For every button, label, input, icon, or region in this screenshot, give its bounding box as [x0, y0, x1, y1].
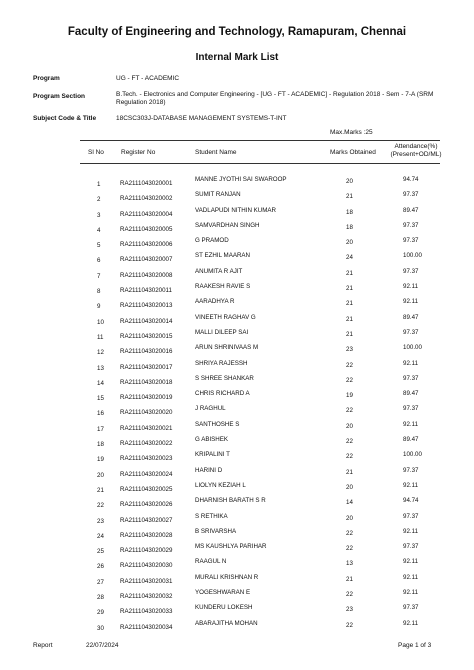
cell-student-name: DHARNISH BARATH S R: [195, 497, 266, 505]
cell-attendance: 94.74: [403, 176, 419, 183]
cell-attendance: 92.11: [403, 481, 419, 489]
program-value: UG - FT - ACADEMIC: [116, 75, 180, 82]
cell-student-name: YOGESHWARAN E: [195, 589, 251, 597]
table-row: [0, 176, 474, 191]
cell-register-no: RA2111043020030: [120, 562, 173, 570]
cell-register-no: RA2111043020029: [120, 547, 173, 555]
table-row: [0, 604, 474, 619]
cell-attendance: 92.11: [403, 359, 419, 367]
table-row: [0, 329, 474, 344]
cell-attendance: 97.37: [403, 191, 419, 199]
cell-register-no: RA2111043020033: [120, 608, 173, 616]
cell-sl-no: 14: [97, 379, 104, 387]
cell-attendance: 97.37: [403, 466, 419, 474]
table-row: [0, 314, 474, 329]
cell-marks: 21: [346, 315, 353, 323]
header-sl-no: Sl No: [88, 149, 104, 156]
header-bottom-rule: [80, 163, 440, 164]
cell-attendance: 92.11: [403, 420, 419, 428]
cell-register-no: RA2111043020014: [120, 317, 173, 325]
table-row: [0, 451, 474, 466]
cell-student-name: VADLAPUDI NITHIN KUMAR: [195, 206, 277, 214]
cell-sl-no: 26: [97, 563, 104, 571]
cell-sl-no: 11: [97, 333, 104, 341]
cell-attendance: 100.00: [403, 451, 422, 459]
header-top-rule: [80, 140, 440, 141]
cell-sl-no: 20: [97, 471, 104, 479]
cell-sl-no: 5: [97, 242, 101, 250]
cell-sl-no: 10: [97, 318, 104, 326]
cell-marks: 21: [346, 575, 353, 583]
table-row: [0, 558, 474, 573]
report-date: 22/07/2024: [86, 642, 119, 649]
header-attendance-line1: Attendance(%): [394, 143, 438, 150]
cell-register-no: RA2111043020021: [120, 424, 173, 432]
cell-marks: 20: [346, 483, 353, 491]
cell-attendance: 97.37: [403, 267, 419, 275]
cell-student-name: HARINI D: [195, 466, 223, 474]
cell-register-no: RA2111043020011: [120, 287, 172, 295]
program-section-label: Program Section: [33, 93, 86, 100]
table-row: [0, 497, 474, 512]
cell-marks: 20: [346, 239, 353, 247]
cell-sl-no: 27: [97, 578, 104, 586]
cell-sl-no: 28: [97, 594, 104, 602]
cell-marks: 22: [346, 545, 353, 553]
table-row: [0, 375, 474, 390]
cell-marks: 14: [346, 499, 353, 507]
table-row: [0, 436, 474, 451]
cell-register-no: RA2111043020024: [120, 470, 173, 478]
cell-marks: 21: [346, 300, 353, 308]
cell-sl-no: 1: [97, 181, 101, 188]
document-subtitle: Internal Mark List: [195, 52, 279, 63]
table-row: [0, 467, 474, 482]
cell-attendance: 89.47: [403, 206, 419, 214]
cell-attendance: 89.47: [403, 436, 419, 444]
cell-student-name: RAAGUL N: [195, 558, 227, 566]
cell-sl-no: 29: [97, 609, 104, 617]
table-row: [0, 207, 474, 222]
cell-student-name: SAMVARDHAN SINGH: [195, 221, 260, 229]
cell-student-name: ANUMITA R AJIT: [195, 267, 243, 275]
cell-marks: 22: [346, 361, 353, 369]
cell-marks: 24: [346, 254, 353, 262]
cell-attendance: 97.37: [403, 512, 419, 520]
cell-student-name: AARADHYA R: [195, 298, 235, 306]
cell-student-name: LIOLYN KEZIAH L: [195, 481, 246, 489]
cell-attendance: 100.00: [403, 344, 422, 352]
table-row: [0, 360, 474, 375]
table-row: [0, 421, 474, 436]
cell-student-name: S RETHIKA: [195, 512, 228, 520]
cell-register-no: RA2111043020007: [120, 256, 173, 264]
cell-marks: 21: [346, 468, 353, 476]
cell-student-name: KRIPALINI T: [195, 451, 230, 459]
cell-marks: 22: [346, 376, 353, 384]
cell-student-name: RAAKESH RAVIE S: [195, 283, 251, 291]
table-row: [0, 237, 474, 252]
cell-register-no: RA2111043020001: [120, 180, 173, 187]
cell-marks: 23: [346, 346, 353, 354]
cell-marks: 23: [346, 606, 353, 614]
cell-sl-no: 7: [97, 272, 101, 280]
cell-marks: 18: [346, 223, 353, 231]
max-marks: Max.Marks :25: [330, 129, 373, 136]
cell-attendance: 97.37: [403, 405, 419, 413]
cell-student-name: VINEETH RAGHAV G: [195, 313, 256, 321]
cell-student-name: B SRIVARSHA: [195, 527, 237, 535]
cell-attendance: 89.47: [403, 313, 419, 321]
cell-attendance: 92.11: [403, 283, 419, 291]
cell-sl-no: 15: [97, 395, 104, 403]
table-row: [0, 191, 474, 206]
cell-sl-no: 21: [97, 486, 104, 494]
cell-marks: 22: [346, 453, 353, 461]
cell-student-name: MURALI KRISHNAN R: [195, 573, 259, 581]
cell-student-name: G PRAMOD: [195, 237, 229, 245]
cell-sl-no: 2: [97, 196, 101, 204]
cell-sl-no: 30: [97, 624, 104, 632]
cell-register-no: RA2111043020017: [120, 363, 173, 371]
table-row: [0, 252, 474, 267]
cell-register-no: RA2111043020005: [120, 225, 173, 233]
cell-marks: 19: [346, 392, 353, 400]
cell-attendance: 97.37: [403, 543, 419, 551]
cell-register-no: RA2111043020018: [120, 378, 173, 386]
table-row: [0, 283, 474, 298]
table-row: [0, 268, 474, 283]
table-row: [0, 298, 474, 313]
table-row: [0, 344, 474, 359]
cell-marks: 22: [346, 591, 353, 599]
cell-marks: 21: [346, 330, 353, 338]
cell-student-name: G ABISHEK: [195, 436, 229, 444]
cell-student-name: J RAGHUL: [195, 405, 226, 413]
cell-marks: 18: [346, 208, 353, 216]
cell-attendance: 89.47: [403, 390, 419, 398]
cell-marks: 20: [346, 514, 353, 522]
document-title: Faculty of Engineering and Technology, Ramapuram, Chennai: [67, 26, 407, 38]
cell-student-name: MANNE JYOTHI SAI SWAROOP: [195, 176, 287, 183]
table-row: [0, 543, 474, 558]
cell-attendance: 94.74: [403, 497, 419, 505]
program-section-value: B.Tech. - Electronics and Computer Engineering - [UG - FT - ACADEMIC] - Regulation 2018 - Sem - 7-A (SRM Regulation 2018): [116, 91, 434, 106]
table-row: [0, 390, 474, 405]
cell-register-no: RA2111043020019: [120, 394, 173, 402]
header-student-name: Student Name: [195, 149, 237, 156]
cell-student-name: KUNDERU LOKESH: [195, 604, 253, 612]
table-row: [0, 589, 474, 604]
cell-register-no: RA2111043020006: [120, 241, 173, 249]
cell-sl-no: 22: [97, 502, 104, 510]
cell-register-no: RA2111043020031: [120, 577, 173, 585]
cell-register-no: RA2111043020020: [120, 409, 173, 417]
cell-attendance: 92.11: [403, 589, 419, 597]
cell-marks: 20: [346, 422, 353, 430]
table-row: [0, 528, 474, 543]
cell-sl-no: 13: [97, 364, 104, 372]
cell-sl-no: 12: [97, 349, 104, 357]
table-row: [0, 482, 474, 497]
cell-marks: 22: [346, 529, 353, 537]
cell-student-name: ST EZHIL MAARAN: [195, 252, 251, 260]
cell-marks: 22: [346, 621, 353, 629]
cell-student-name: ARUN SHRINIVAAS M: [195, 344, 259, 352]
cell-sl-no: 16: [97, 410, 104, 418]
mark-list-table: [0, 176, 474, 635]
header-attendance: [386, 143, 446, 159]
cell-attendance: 92.11: [403, 619, 419, 627]
cell-sl-no: 17: [97, 425, 104, 433]
cell-attendance: 97.37: [403, 237, 419, 245]
cell-marks: 13: [346, 560, 353, 568]
table-row: [0, 405, 474, 420]
cell-student-name: CHRIS RICHARD A: [195, 390, 250, 398]
cell-register-no: RA2111043020027: [120, 516, 173, 524]
cell-student-name: SHRIYA RAJESSH: [195, 359, 248, 367]
report-label: Report: [33, 642, 53, 649]
cell-attendance: 92.11: [403, 558, 419, 566]
cell-sl-no: 18: [97, 441, 104, 449]
cell-register-no: RA2111043020025: [120, 485, 173, 493]
cell-sl-no: 24: [97, 532, 104, 540]
cell-attendance: 97.37: [403, 374, 419, 382]
header-attendance-line2: (Present+OD/ML): [390, 151, 442, 158]
cell-register-no: RA2111043020023: [120, 455, 173, 463]
cell-marks: 21: [346, 269, 353, 277]
header-register-no: Register No: [121, 149, 156, 156]
cell-sl-no: 8: [97, 288, 101, 296]
cell-register-no: RA2111043020002: [120, 195, 173, 203]
cell-register-no: RA2111043020015: [120, 332, 173, 340]
cell-student-name: MS KAUSHLYA PARIHAR: [195, 543, 267, 551]
cell-student-name: MALLI DILEEP SAI: [195, 328, 249, 336]
table-row: [0, 222, 474, 237]
cell-register-no: RA2111043020032: [120, 593, 173, 601]
cell-sl-no: 3: [97, 211, 101, 219]
cell-attendance: 100.00: [403, 252, 422, 260]
cell-attendance: 97.37: [403, 328, 419, 336]
subject-value: 18CSC303J-DATABASE MANAGEMENT SYSTEMS-T-INT: [116, 115, 287, 122]
table-row: [0, 513, 474, 528]
cell-attendance: 92.11: [403, 573, 419, 581]
cell-register-no: RA2111043020034: [120, 623, 173, 631]
cell-sl-no: 23: [97, 517, 104, 525]
cell-student-name: SUMIT RANJAN: [195, 191, 241, 199]
subject-label: Subject Code & Title: [33, 115, 97, 122]
cell-sl-no: 9: [97, 303, 101, 311]
cell-marks: 22: [346, 438, 353, 446]
cell-register-no: RA2111043020013: [120, 302, 173, 310]
cell-sl-no: 25: [97, 548, 104, 556]
cell-student-name: ABARAJITHA MOHAN: [195, 619, 258, 627]
cell-register-no: RA2111043020028: [120, 531, 173, 539]
cell-marks: 22: [346, 407, 353, 415]
cell-register-no: RA2111043020022: [120, 440, 173, 448]
table-row: [0, 574, 474, 589]
cell-register-no: RA2111043020016: [120, 348, 173, 356]
cell-register-no: RA2111043020004: [120, 210, 173, 218]
cell-attendance: 97.37: [403, 604, 419, 612]
cell-marks: 21: [346, 285, 353, 293]
cell-attendance: 97.37: [403, 221, 419, 229]
program-label: Program: [33, 75, 60, 82]
cell-register-no: RA2111043020008: [120, 271, 173, 279]
cell-attendance: 92.11: [403, 527, 419, 535]
cell-student-name: S SHREE SHANKAR: [195, 374, 254, 382]
table-row: [0, 620, 474, 635]
cell-marks: 20: [346, 178, 353, 185]
cell-sl-no: 19: [97, 456, 104, 464]
cell-sl-no: 6: [97, 257, 101, 265]
cell-attendance: 92.11: [403, 298, 419, 306]
page-number: Page 1 of 3: [398, 642, 432, 649]
cell-register-no: RA2111043020026: [120, 501, 173, 509]
cell-student-name: SANTHOSHE S: [195, 420, 240, 428]
cell-marks: 21: [346, 193, 353, 201]
header-marks-obtained: Marks Obtained: [330, 149, 376, 156]
cell-sl-no: 4: [97, 226, 101, 234]
